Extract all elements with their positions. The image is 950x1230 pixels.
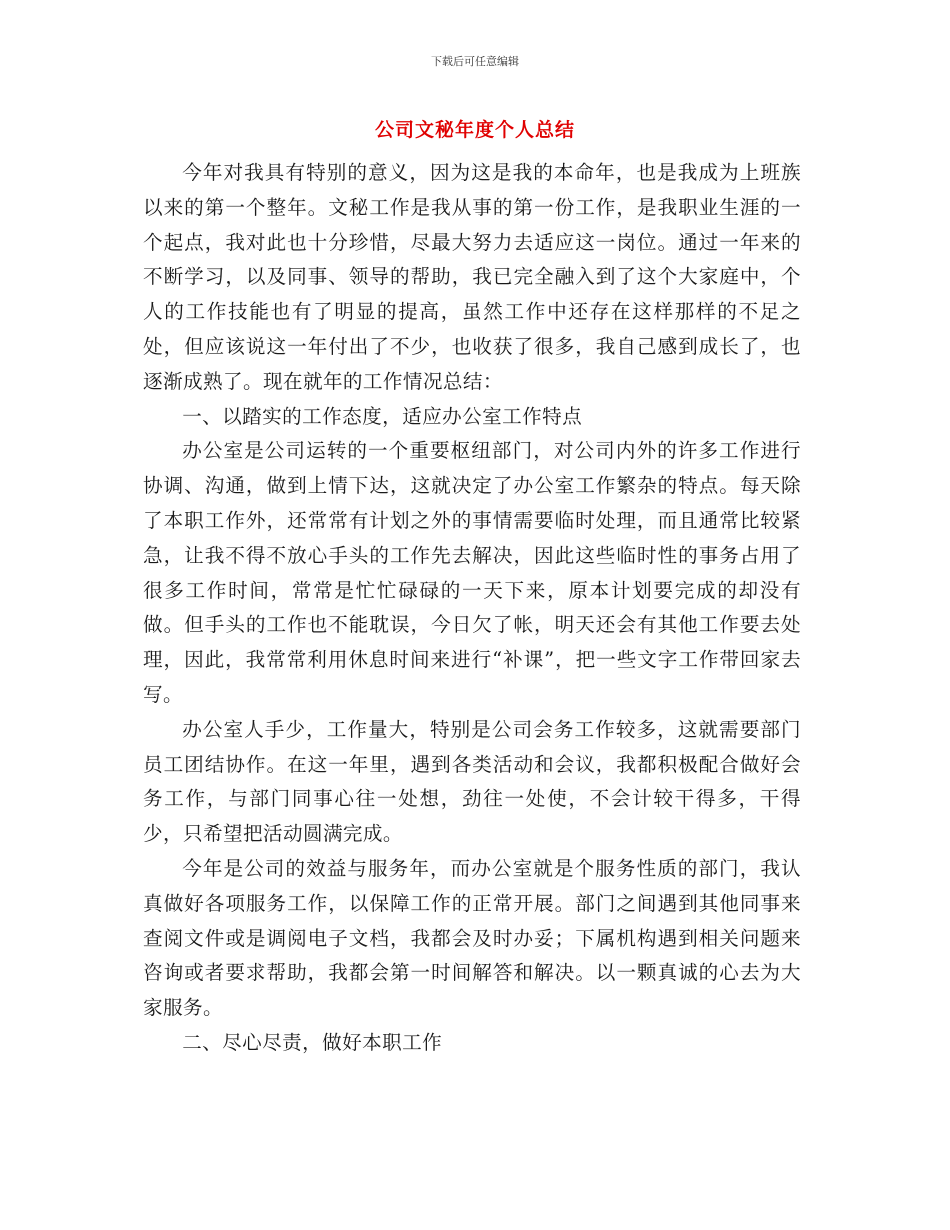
section-heading-2: 二、尽心尽责，做好本职工作	[182, 1030, 443, 1054]
paragraph-office-duties: 办公室是公司运转的一个重要枢纽部门，对公司内外的许多工作进行协调、沟通，做到上情下达，这就决定了办公室工作繁杂的特点。每天除了本职工作外，还常常有计划之外的事情需要临时处理，而且通常比较紧急，让我不得不放心手头的工作先去解决，因此这些临时性的事务占用了很多工作时间，常常是忙忙碌碌的一天下来，原本计划要完成的却没有做。但手头的工作也不能耽误，今日欠了帐，明天还会有其他工作要去处理，因此，我常常利用休息时间来进行“补课”，把一些文字工作带回家去写。	[143, 439, 801, 706]
document-title: 公司文秘年度个人总结	[374, 119, 575, 141]
paragraph-intro: 今年对我具有特别的意义，因为这是我的本命年，也是我成为上班族以来的第一个整年。文秘工作是我从事的第一份工作，是我职业生涯的一个起点，我对此也十分珍惜，尽最大努力去适应这一岗位。通过一年来的不断学习，以及同事、领导的帮助，我已完全融入到了这个大家庭中，个人的工作技能也有了明显的提高，虽然工作中还存在这样那样的不足之处，但应该说这一年付出了不少，也收获了很多，我自己感到成长了，也逐渐成熟了。现在就年的工作情况总结：	[143, 161, 801, 393]
document-body	[143, 156, 801, 1061]
paragraph-teamwork: 办公室人手少，工作量大，特别是公司会务工作较多，这就需要部门员工团结协作。在这一年里，遇到各类活动和会议，我都积极配合做好会务工作，与部门同事心往一处想，劲往一处使，不会计较干得多，干得少，只希望把活动圆满完成。	[143, 717, 801, 846]
section-heading-1: 一、以踏实的工作态度，适应办公室工作特点	[182, 404, 583, 428]
paragraph-service: 今年是公司的效益与服务年，而办公室就是个服务性质的部门，我认真做好各项服务工作，以保障工作的正常开展。部门之间遇到其他同事来查阅文件或是调阅电子文档，我都会及时办妥；下属机构遇到相关问题来咨询或者要求帮助，我都会第一时间解答和解决。以一颗真诚的心去为大家服务。	[143, 856, 801, 1020]
page-header-note: 下载后可任意编辑	[431, 55, 519, 68]
